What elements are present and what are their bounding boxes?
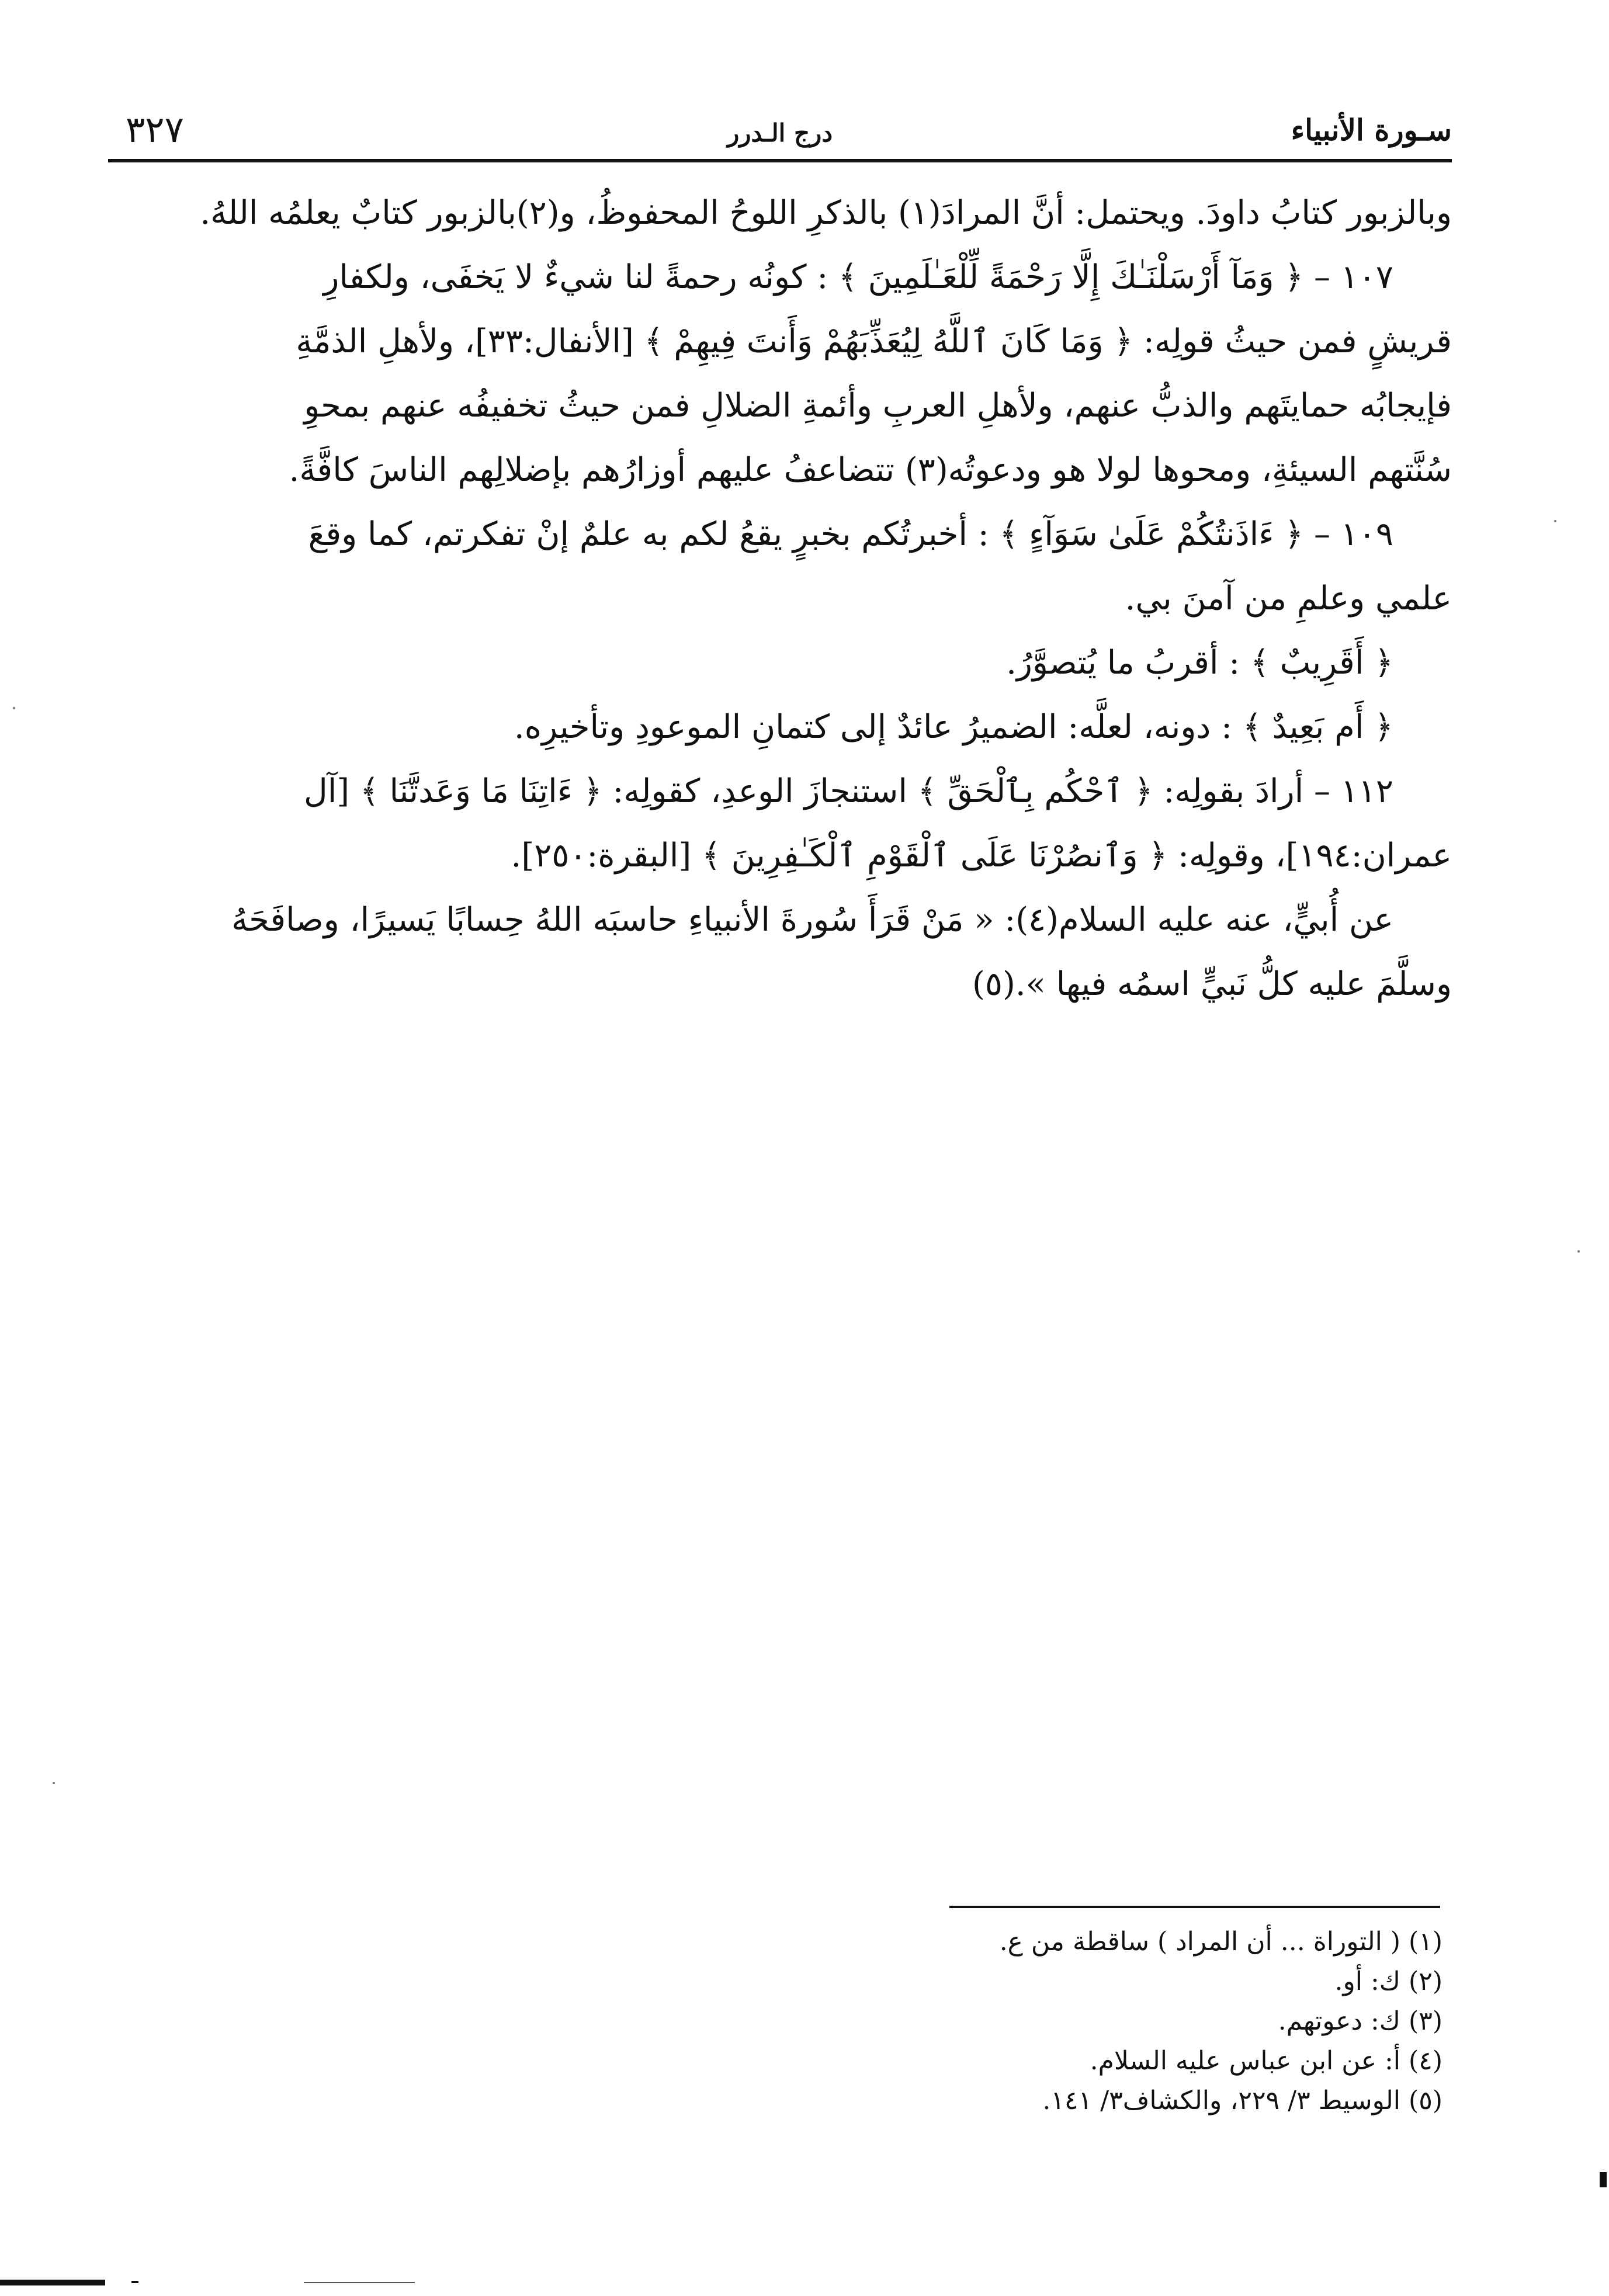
scan-speck [1554, 520, 1556, 522]
text-line: ﴿ أَقَرِيبٌ ﴾ : أقربُ ما يُتصوَّرُ. [1006, 644, 1393, 682]
scan-bottom-bar [0, 2280, 105, 2285]
book-title: درج الـدرر [727, 119, 833, 147]
page-number: ٣٢٧ [126, 108, 184, 151]
text-line: ١٠٧ – ﴿ وَمَآ أَرْسَلْنَـٰكَ إِلَّا رَحْمَةً لِّلْعَـٰلَمِينَ ﴾ : كونُه رحمةً لنا شيءٌ لا يَخفَى، ولكفارِ [323, 258, 1393, 296]
scan-edge-mark [1600, 2172, 1607, 2187]
text-line: وبالزبور كتابُ داودَ. ويحتمل: أنَّ المرادَ(١) بالذكرِ اللوحُ المحفوظُ، و(٢)بالزبور كتابٌ يعلمُه اللهُ. [200, 194, 1452, 232]
text-line: عن أُبيٍّ، عنه عليه السلام(٤): « مَنْ قَرَأَ سُورةَ الأنبياءِ حاسبَه اللهُ حِسابًا يَسيرًا، وصافَحَهُ [231, 901, 1393, 939]
text-line: قريشٍ فمن حيثُ قولِه: ﴿ وَمَا كَانَ ٱللَّهُ لِيُعَذِّبَهُمْ وَأَنتَ فِيهِمْ ﴾ [الأنفال:٣٣]، ولأهلِ الذمَّةِ [296, 322, 1452, 360]
surah-title: سـورة الأنبياء [1291, 113, 1452, 147]
footnote-2: (٢) ك: أو. [1334, 1966, 1442, 1996]
text-line: فإيجابُه حمايتَهم والذبُّ عنهم، ولأهلِ العربِ وأئمةِ الضلالِ فمن حيثُ تخفيفُه عنهم بمحوِ [304, 387, 1452, 425]
scan-bottom-line [304, 2282, 415, 2283]
footnote-5: (٥) الوسيط ٣/ ٢٢٩، والكشاف٣/ ١٤١. [1042, 2086, 1442, 2115]
scan-bottom-mark [131, 2281, 138, 2283]
running-header [108, 88, 1452, 158]
footnote-1: (١) ( التوراة ... أن المراد ) ساقطة من ع. [999, 1927, 1442, 1957]
text-line: ١١٢ – أرادَ بقولِه: ﴿ ٱحْكُم بِٱلْحَقِّ ﴾ استنجازَ الوعدِ، كقولِه: ﴿ ءَاتِنَا مَا وَعَدتَّنَا ﴾ [آل [304, 772, 1393, 810]
header-rule [108, 159, 1452, 162]
scan-speck [13, 707, 15, 709]
text-line: عمران:١٩٤]، وقولِه: ﴿ وَٱنصُرْنَا عَلَى ٱلْقَوْمِ ٱلْكَـٰفِرِينَ ﴾ [البقرة:٢٥٠]. [511, 837, 1452, 875]
text-line: سُنَّتهم السيئةِ، ومحوها لولا هو ودعوتُه(٣) تتضاعفُ عليهم أوزارُهم بإضلالِهم الناسَ كافَّةً. [289, 451, 1452, 489]
scan-speck [53, 1782, 55, 1784]
footnotes [625, 1922, 1442, 2121]
footnote-separator [949, 1906, 1440, 1908]
footnote-4: (٤) أ: عن ابن عباس عليه السلام. [1090, 2046, 1442, 2076]
main-text [108, 181, 1452, 1017]
footnote-3: (٣) ك: دعوتهم. [1278, 2006, 1442, 2036]
text-line: ﴿ أَم بَعِيدٌ ﴾ : دونه، لعلَّه: الضميرُ عائدٌ إلى كتمانِ الموعودِ وتأخيرِه. [514, 708, 1393, 746]
text-line: ١٠٩ – ﴿ ءَاذَنتُكُمْ عَلَىٰ سَوَآءٍ ﴾ : أخبرتُكم بخبرٍ يقعُ لكم به علمٌ إنْ تفكرتم، كما وقعَ [308, 515, 1393, 553]
text-line: وسلَّمَ عليه كلُّ نَبيٍّ اسمُه فيها ».(٥) [972, 965, 1452, 1003]
text-line: علمي وعلمِ من آمنَ بي. [1125, 580, 1452, 618]
scan-speck [1577, 1250, 1580, 1253]
